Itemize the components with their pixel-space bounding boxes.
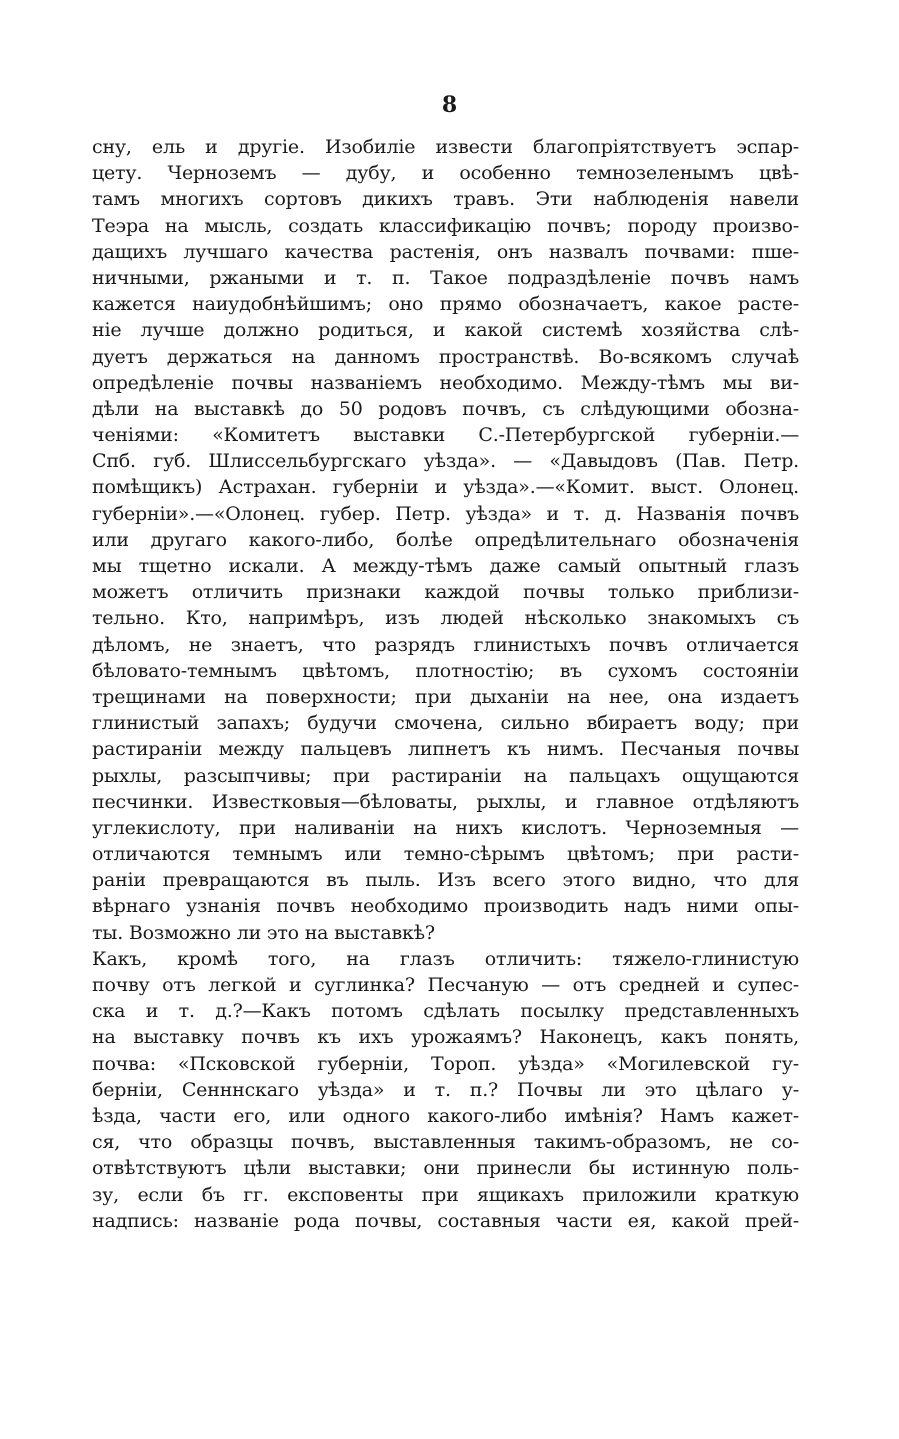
text-line: трещинами на поверхности; при дыханіи на нее, она издаетъ — [92, 685, 799, 708]
text-line: ѣзда, части его, или одного какого-либо имѣнія? Намъ кажет- — [92, 1104, 799, 1127]
text-line: почву отъ легкой и суглинка? Песчаную — отъ средней и супес- — [92, 974, 799, 996]
text-line: почва: «Псковской губерніи, Тороп. уѣзда» «Могилевской гу- — [92, 1052, 799, 1075]
text-line: углекислоту, при наливаніи на нихъ кислотъ. Черноземныя — — [92, 816, 799, 839]
text-line: помѣщикъ) Астрахан. губерніи и уѣзда».—«Комит. выст. Олонец. — [92, 476, 799, 499]
text-line: на выставку почвъ къ ихъ урожаямъ? Наконецъ, какъ понять, — [92, 1026, 799, 1049]
text-line: тамъ многихъ сортовъ дикихъ травъ. Эти наблюденія навели — [92, 188, 799, 211]
text-line: дѣли на выставкѣ до 50 родовъ почвъ, съ слѣдующими обозна- — [92, 397, 799, 420]
text-line: можетъ отличить признаки каждой почвы только приблизи- — [92, 581, 799, 604]
text-line: берніи, Сенннскаго уѣзда» и т. п.? Почвы ли это цѣлаго у- — [92, 1078, 799, 1101]
text-line: цету. Черноземъ — дубу, и особенно темнозеленымъ цвѣ- — [92, 162, 799, 185]
text-line: ничными, ржаными и т. п. Такое подраздѣленіе почвъ намъ — [92, 266, 799, 289]
text-line: губерніи».—«Олонец. губер. Петр. уѣзда» и т. д. Названія почвъ — [92, 502, 799, 525]
text-line: дѣломъ, не знаетъ, что разрядъ глинистыхъ почвъ отличается — [92, 633, 799, 656]
text-line: мы тщетно искали. А между-тѣмъ даже самый опытный глазъ — [92, 555, 799, 577]
text-line: Какъ, кромѣ того, на глазъ отличить: тяжело-глинистую — [92, 947, 799, 970]
text-line: или другаго какого-либо, болѣе опредѣлительнаго обозначенія — [92, 528, 799, 551]
body-text — [92, 134, 799, 1234]
text-line: сну, ель и другіе. Изобиліе извести благопріятствуетъ эспар- — [92, 136, 799, 158]
text-line: надпись: названіе рода почвы, составныя части ея, какой прей- — [92, 1209, 799, 1232]
text-line: ніе лучше должно родиться, и какой системѣ хозяйства слѣ- — [92, 319, 799, 342]
text-line: растираніи между пальцевъ липнетъ къ нимъ. Песчаныя почвы — [92, 738, 799, 761]
text-line: опредѣленіе почвы названіемъ необходимо. Между-тѣмъ мы ви- — [92, 371, 799, 394]
text-line: отвѣтствуютъ цѣли выставки; они принесли бы истинную поль- — [92, 1157, 799, 1180]
text-line: зу, если бъ гг. експовенты при ящикахъ приложили краткую — [92, 1183, 799, 1206]
text-line: раніи превращаются въ пыль. Изъ всего этого видно, что для — [92, 869, 799, 892]
text-line: дуетъ держаться на данномъ пространствѣ. Во-всякомъ случаѣ — [92, 345, 799, 368]
text-line: бѣловато-темнымъ цвѣтомъ, плотностію; въ сухомъ состояніи — [92, 659, 799, 682]
text-line: тельно. Кто, напримѣръ, изъ людей нѣсколько знакомыхъ съ — [92, 607, 799, 630]
text-line: отличаются темнымъ или темно-сѣрымъ цвѣтомъ; при расти- — [92, 843, 799, 866]
text-line: песчинки. Известковыя—бѣловаты, рыхлы, и главное отдѣляютъ — [92, 790, 799, 813]
text-line: глинистый запахъ; будучи смочена, сильно вбираетъ воду; при — [92, 712, 799, 735]
text-line: Спб. губ. Шлиссельбургскаго уѣзда». — «Давыдовъ (Пав. Петр. — [92, 450, 799, 473]
text-line: ченіями: «Комитетъ выставки С.-Петербургской губерніи.— — [92, 424, 799, 447]
text-line: вѣрнаго узнанія почвъ необходимо производить надъ ними опы- — [92, 895, 799, 918]
text-line: рыхлы, разсыпчивы; при растираніи на пальцахъ ощущаются — [92, 764, 799, 787]
text-line: ты. Возможно ли это на выставкѣ? — [92, 921, 435, 944]
text-line: Теэра на мысль, создать классификацію почвъ; породу произво- — [92, 214, 799, 237]
text-line: ска и т. д.?—Какъ потомъ сдѣлать посылку представленныхъ — [92, 1000, 799, 1023]
page-number: 8 — [441, 92, 458, 118]
text-line: ся, что образцы почвъ, выставленныя такимъ-образомъ, не со- — [92, 1131, 799, 1154]
text-line: кажется наиудобнѣйшимъ; оно прямо обозначаетъ, какое расте- — [92, 293, 799, 316]
text-line: дащихъ лучшаго качества растенія, онъ назвалъ почвами: пше- — [92, 240, 799, 263]
